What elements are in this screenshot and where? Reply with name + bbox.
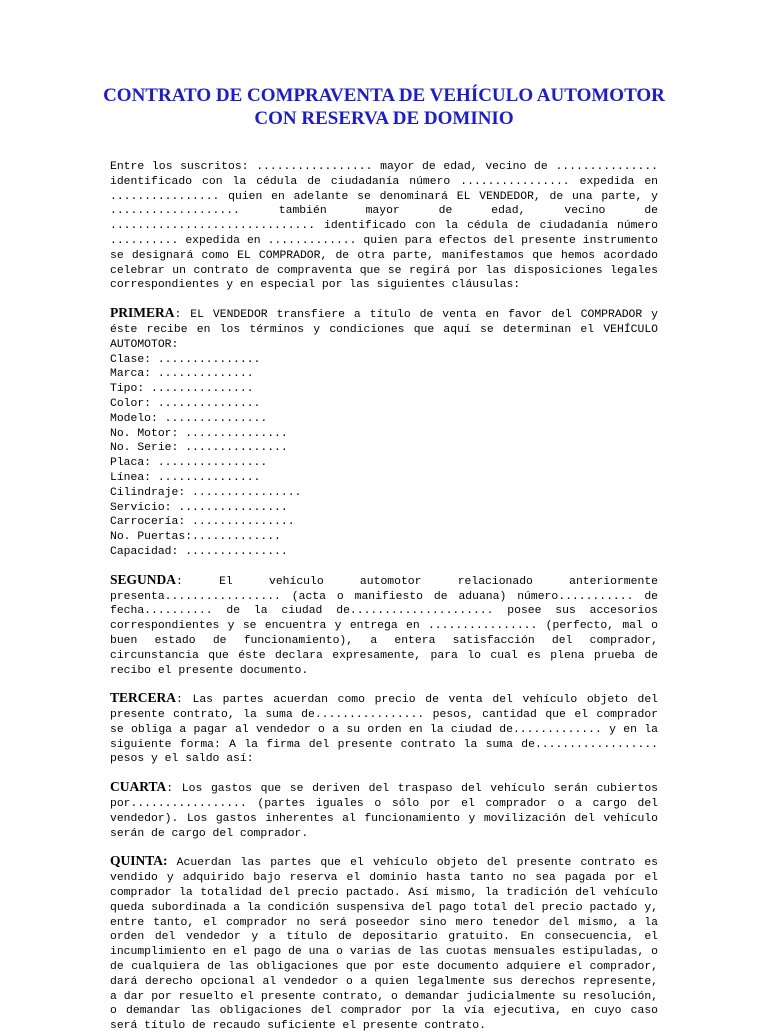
vehicle-field: Clase: ............... <box>110 353 261 366</box>
vehicle-field: Línea: ............... <box>110 471 261 484</box>
clause-segunda-heading: SEGUNDA <box>110 571 177 587</box>
clause-segunda <box>110 573 658 679</box>
vehicle-field: Placa: ................ <box>110 457 268 470</box>
clause-cuarta-heading: CUARTA <box>110 779 167 795</box>
intro-paragraph: Entre los suscritos: ................. mayor de edad, vecino de ............... identificado con la cédula de ciudadanía número ................ expedida en ................ quien en adelante se denominará EL VENDEDOR, de una parte, y ................... también mayor de edad, vecino de .............................. identificado con la cédula de ciudadanía número .......... expedida en ............. quien para efectos del presente instrumento se designará como EL COMPRADOR, de otra parte, manifestamos que hemos acordado celebrar un contrato de compraventa que se regirá por las disposiciones legales correspondientes y en especial por las siguientes cláusulas: <box>110 161 658 292</box>
clause-quinta <box>110 854 658 1034</box>
document-body <box>110 160 658 1034</box>
clause-primera-heading: PRIMERA <box>110 305 175 321</box>
clause-cuarta <box>110 780 658 841</box>
clause-cuarta-text: : Los gastos que se deriven del traspaso del vehículo serán cubiertos por................. (partes iguales o sólo por el comprador o a cargo del vendedor). Los gastos inherentes al funcionamiento y movilización del vehículo serán de cargo del comprador. <box>110 783 658 840</box>
vehicle-field: Carrocería: ............... <box>110 516 295 529</box>
vehicle-field: Marca: .............. <box>110 368 254 381</box>
document-title <box>60 84 708 130</box>
vehicle-field: Servicio: ................ <box>110 501 288 514</box>
vehicle-field: Capacidad: ............... <box>110 545 288 558</box>
title-line-1: CONTRATO DE COMPRAVENTA DE VEHÍCULO AUTOMOTOR <box>103 85 665 106</box>
clause-tercera <box>110 691 658 767</box>
clause-tercera-heading: TERCERA <box>110 690 177 706</box>
clause-primera-text: : EL VENDEDOR transfiere a título de venta en favor del COMPRADOR y éste recibe en los términos y condiciones que aquí se determinan el VEHÍCULO AUTOMOTOR: <box>110 309 658 351</box>
clause-segunda-text: : El vehículo automotor relacionado anteriormente presenta................. (acta o manifiesto de aduana) número........... de fecha.......... de la ciudad de..................... posee sus accesorios correspondientes y se encuentra y entrega en ................ (perfecto, mal o buen estado de funcionamiento), a entera satisfacción del comprador, circunstancia que éste declara expresamente, para lo cual es plena prueba de recibo el presente documento. <box>110 575 658 677</box>
clause-quinta-heading: QUINTA: <box>110 853 168 869</box>
clause-quinta-text: Acuerdan las partes que el vehículo objeto del presente contrato es vendido y adquirido bajo reserva el dominio hasta tanto no sea pagada por el comprador la totalidad del precio pactado. Así mismo, la tradición del vehículo queda subordinada a la condición suspensiva del pago total del precio pactado y, entre tanto, el comprador no será poseedor sino mero tenedor del mismo, a la orden del vendedor y a título de depositario gratuito. En consecuencia, el incumplimiento en el pago de una o varias de las cuotas mensuales estipuladas, o de cualquiera de las obligaciones que por este documento adquiere el comprador, dará derecho opcional al vendedor o a quien legalmente sus derechos represente, a dar por resuelto el presente contrato, o demandar judicialmente su resolución, o demandar las obligaciones del comprador por la vía ejecutiva, en cuyo caso será título de recaudo suficiente el presente contrato. <box>110 857 658 1033</box>
vehicle-field: No. Motor: ............... <box>110 427 288 440</box>
title-line-2: CON RESERVA DE DOMINIO <box>254 108 514 129</box>
clause-primera <box>110 306 658 352</box>
vehicle-field: Cilindraje: ................ <box>110 486 302 499</box>
vehicle-field: Tipo: ............... <box>110 383 254 396</box>
vehicle-fields-list <box>110 353 658 560</box>
clause-tercera-text: : Las partes acuerdan como precio de venta del vehículo objeto del presente contrato, la suma de................ pesos, cantidad que el comprador se obliga a pagar al vendedor o a su orden en la ciudad de............. y en la siguiente forma: A la firma del presente contrato la suma de.................. pesos y el saldo así: <box>110 694 658 766</box>
vehicle-field: Modelo: ............... <box>110 412 268 425</box>
vehicle-field: Color: ............... <box>110 397 261 410</box>
vehicle-field: No. Puertas:............. <box>110 531 281 544</box>
vehicle-field: No. Serie: ............... <box>110 442 288 455</box>
